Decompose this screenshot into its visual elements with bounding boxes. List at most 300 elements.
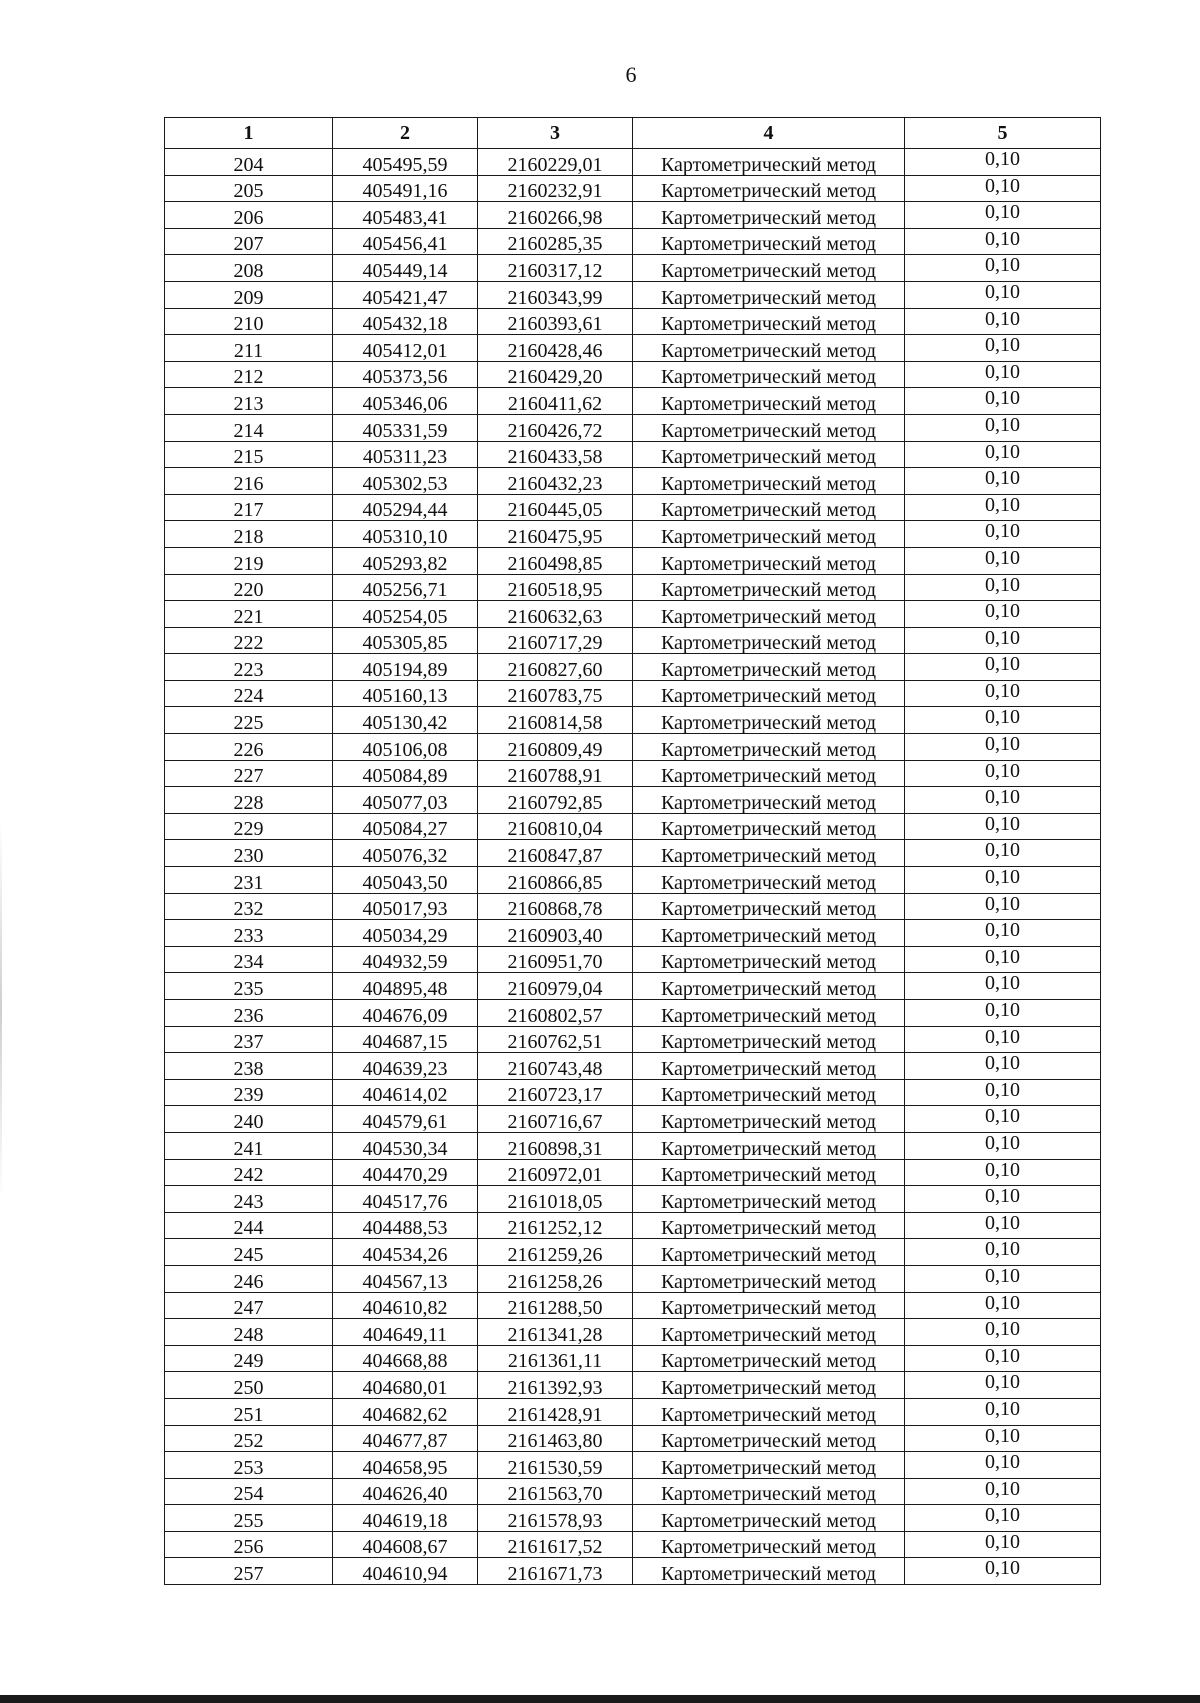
point-number-cell: 253 [165, 1452, 333, 1479]
table-body [165, 149, 1101, 1585]
x-coordinate-cell: 405412,01 [333, 335, 478, 362]
table-row [165, 521, 1101, 548]
y-coordinate-cell: 2160868,78 [478, 893, 633, 920]
table-row [165, 1053, 1101, 1080]
table-row [165, 574, 1101, 601]
y-coordinate-cell: 2160717,29 [478, 627, 633, 654]
table-row [165, 1026, 1101, 1053]
table-row [165, 627, 1101, 654]
point-number-cell: 217 [165, 494, 333, 521]
method-cell: Картометрический метод [633, 787, 905, 814]
x-coordinate-cell: 405495,59 [333, 149, 478, 176]
y-coordinate-cell: 2160232,91 [478, 175, 633, 202]
method-cell: Картометрический метод [633, 1345, 905, 1372]
method-cell: Картометрический метод [633, 149, 905, 176]
point-number-cell: 215 [165, 441, 333, 468]
y-coordinate-cell: 2160788,91 [478, 760, 633, 787]
table-row [165, 1132, 1101, 1159]
y-coordinate-cell: 2160285,35 [478, 228, 633, 255]
y-coordinate-cell: 2160762,51 [478, 1026, 633, 1053]
method-cell: Картометрический метод [633, 1452, 905, 1479]
x-coordinate-cell: 405294,44 [333, 494, 478, 521]
accuracy-cell: 0,10 [905, 202, 1101, 229]
accuracy-cell: 0,10 [905, 787, 1101, 814]
x-coordinate-cell: 404668,88 [333, 1345, 478, 1372]
accuracy-cell: 0,10 [905, 494, 1101, 521]
y-coordinate-cell: 2160827,60 [478, 654, 633, 681]
point-number-cell: 216 [165, 468, 333, 495]
x-coordinate-cell: 405305,85 [333, 627, 478, 654]
accuracy-cell: 0,10 [905, 521, 1101, 548]
table-row [165, 654, 1101, 681]
accuracy-cell: 0,10 [905, 414, 1101, 441]
y-coordinate-cell: 2160716,67 [478, 1106, 633, 1133]
table-row [165, 920, 1101, 947]
y-coordinate-cell: 2160866,85 [478, 867, 633, 894]
y-coordinate-cell: 2160432,23 [478, 468, 633, 495]
table-row [165, 1398, 1101, 1425]
x-coordinate-cell: 405456,41 [333, 228, 478, 255]
table-row [165, 202, 1101, 229]
method-cell: Картометрический метод [633, 1132, 905, 1159]
accuracy-cell: 0,10 [905, 707, 1101, 734]
table-row [165, 1292, 1101, 1319]
accuracy-cell: 0,10 [905, 1478, 1101, 1505]
accuracy-cell: 0,10 [905, 1345, 1101, 1372]
point-number-cell: 222 [165, 627, 333, 654]
x-coordinate-cell: 405310,10 [333, 521, 478, 548]
x-coordinate-cell: 405254,05 [333, 601, 478, 628]
accuracy-cell: 0,10 [905, 1319, 1101, 1346]
accuracy-cell: 0,10 [905, 734, 1101, 761]
method-cell: Картометрический метод [633, 813, 905, 840]
accuracy-cell: 0,10 [905, 574, 1101, 601]
table-row [165, 1478, 1101, 1505]
y-coordinate-cell: 2160498,85 [478, 547, 633, 574]
x-coordinate-cell: 404649,11 [333, 1319, 478, 1346]
method-cell: Картометрический метод [633, 1292, 905, 1319]
table-row [165, 175, 1101, 202]
table-row [165, 893, 1101, 920]
table-row [165, 1345, 1101, 1372]
method-cell: Картометрический метод [633, 521, 905, 548]
method-cell: Картометрический метод [633, 760, 905, 787]
method-cell: Картометрический метод [633, 1053, 905, 1080]
accuracy-cell: 0,10 [905, 1505, 1101, 1532]
accuracy-cell: 0,10 [905, 1531, 1101, 1558]
method-cell: Картометрический метод [633, 494, 905, 521]
table-row [165, 255, 1101, 282]
y-coordinate-cell: 2160814,58 [478, 707, 633, 734]
table-row [165, 414, 1101, 441]
accuracy-cell: 0,10 [905, 1212, 1101, 1239]
method-cell: Картометрический метод [633, 601, 905, 628]
point-number-cell: 220 [165, 574, 333, 601]
table-row [165, 707, 1101, 734]
page-number: 6 [625, 62, 637, 87]
x-coordinate-cell: 404658,95 [333, 1452, 478, 1479]
y-coordinate-cell: 2160802,57 [478, 1000, 633, 1027]
point-number-cell: 219 [165, 547, 333, 574]
point-number-cell: 212 [165, 361, 333, 388]
y-coordinate-cell: 2160792,85 [478, 787, 633, 814]
y-coordinate-cell: 2160429,20 [478, 361, 633, 388]
table-row [165, 1372, 1101, 1399]
x-coordinate-cell: 404470,29 [333, 1159, 478, 1186]
point-number-cell: 250 [165, 1372, 333, 1399]
point-number-cell: 240 [165, 1106, 333, 1133]
accuracy-cell: 0,10 [905, 228, 1101, 255]
point-number-cell: 228 [165, 787, 333, 814]
point-number-cell: 243 [165, 1186, 333, 1213]
point-number-cell: 236 [165, 1000, 333, 1027]
method-cell: Картометрический метод [633, 308, 905, 335]
table-row [165, 335, 1101, 362]
table-row [165, 1239, 1101, 1266]
accuracy-cell: 0,10 [905, 1186, 1101, 1213]
accuracy-cell: 0,10 [905, 1292, 1101, 1319]
point-number-cell: 256 [165, 1531, 333, 1558]
y-coordinate-cell: 2160898,31 [478, 1132, 633, 1159]
table-row [165, 813, 1101, 840]
method-cell: Картометрический метод [633, 946, 905, 973]
accuracy-cell: 0,10 [905, 175, 1101, 202]
accuracy-cell: 0,10 [905, 680, 1101, 707]
table-row [165, 973, 1101, 1000]
point-number-cell: 242 [165, 1159, 333, 1186]
table-row [165, 361, 1101, 388]
y-coordinate-cell: 2160475,95 [478, 521, 633, 548]
method-cell: Картометрический метод [633, 1000, 905, 1027]
scan-edge-shadow [0, 820, 2, 1200]
method-cell: Картометрический метод [633, 1186, 905, 1213]
table-row [165, 494, 1101, 521]
x-coordinate-cell: 405034,29 [333, 920, 478, 947]
y-coordinate-cell: 2161530,59 [478, 1452, 633, 1479]
table-row [165, 734, 1101, 761]
x-coordinate-cell: 404579,61 [333, 1106, 478, 1133]
x-coordinate-cell: 405302,53 [333, 468, 478, 495]
table-row [165, 1079, 1101, 1106]
x-coordinate-cell: 405483,41 [333, 202, 478, 229]
y-coordinate-cell: 2161463,80 [478, 1425, 633, 1452]
table-header [165, 118, 1101, 149]
point-number-cell: 229 [165, 813, 333, 840]
point-number-cell: 223 [165, 654, 333, 681]
y-coordinate-cell: 2160783,75 [478, 680, 633, 707]
method-cell: Картометрический метод [633, 627, 905, 654]
x-coordinate-cell: 405256,71 [333, 574, 478, 601]
header-cell-3: 3 [478, 118, 633, 149]
accuracy-cell: 0,10 [905, 441, 1101, 468]
y-coordinate-cell: 2160723,17 [478, 1079, 633, 1106]
point-number-cell: 234 [165, 946, 333, 973]
y-coordinate-cell: 2160428,46 [478, 335, 633, 362]
y-coordinate-cell: 2160266,98 [478, 202, 633, 229]
table-row [165, 867, 1101, 894]
y-coordinate-cell: 2160229,01 [478, 149, 633, 176]
point-number-cell: 251 [165, 1398, 333, 1425]
method-cell: Картометрический метод [633, 734, 905, 761]
point-number-cell: 213 [165, 388, 333, 415]
x-coordinate-cell: 405043,50 [333, 867, 478, 894]
point-number-cell: 224 [165, 680, 333, 707]
point-number-cell: 230 [165, 840, 333, 867]
table-row [165, 1425, 1101, 1452]
accuracy-cell: 0,10 [905, 1239, 1101, 1266]
table-row [165, 1106, 1101, 1133]
accuracy-cell: 0,10 [905, 813, 1101, 840]
method-cell: Картометрический метод [633, 1159, 905, 1186]
point-number-cell: 205 [165, 175, 333, 202]
point-number-cell: 235 [165, 973, 333, 1000]
x-coordinate-cell: 405130,42 [333, 707, 478, 734]
point-number-cell: 233 [165, 920, 333, 947]
y-coordinate-cell: 2160743,48 [478, 1053, 633, 1080]
table-row [165, 441, 1101, 468]
x-coordinate-cell: 405017,93 [333, 893, 478, 920]
accuracy-cell: 0,10 [905, 1026, 1101, 1053]
point-number-cell: 209 [165, 281, 333, 308]
coordinates-table [164, 117, 1101, 1585]
method-cell: Картометрический метод [633, 1079, 905, 1106]
x-coordinate-cell: 404932,59 [333, 946, 478, 973]
point-number-cell: 225 [165, 707, 333, 734]
x-coordinate-cell: 405331,59 [333, 414, 478, 441]
method-cell: Картометрический метод [633, 441, 905, 468]
y-coordinate-cell: 2160847,87 [478, 840, 633, 867]
y-coordinate-cell: 2161258,26 [478, 1265, 633, 1292]
y-coordinate-cell: 2160951,70 [478, 946, 633, 973]
header-cell-5: 5 [905, 118, 1101, 149]
y-coordinate-cell: 2160433,58 [478, 441, 633, 468]
point-number-cell: 232 [165, 893, 333, 920]
method-cell: Картометрический метод [633, 414, 905, 441]
y-coordinate-cell: 2160979,04 [478, 973, 633, 1000]
method-cell: Картометрический метод [633, 1319, 905, 1346]
accuracy-cell: 0,10 [905, 1398, 1101, 1425]
method-cell: Картометрический метод [633, 654, 905, 681]
table-row [165, 1186, 1101, 1213]
x-coordinate-cell: 404895,48 [333, 973, 478, 1000]
point-number-cell: 239 [165, 1079, 333, 1106]
point-number-cell: 247 [165, 1292, 333, 1319]
method-cell: Картометрический метод [633, 468, 905, 495]
x-coordinate-cell: 405084,89 [333, 760, 478, 787]
table-row [165, 228, 1101, 255]
y-coordinate-cell: 2161671,73 [478, 1558, 633, 1585]
table-row [165, 1505, 1101, 1532]
x-coordinate-cell: 405432,18 [333, 308, 478, 335]
accuracy-cell: 0,10 [905, 308, 1101, 335]
y-coordinate-cell: 2160411,62 [478, 388, 633, 415]
table-row [165, 308, 1101, 335]
point-number-cell: 252 [165, 1425, 333, 1452]
accuracy-cell: 0,10 [905, 1053, 1101, 1080]
y-coordinate-cell: 2161288,50 [478, 1292, 633, 1319]
method-cell: Картометрический метод [633, 281, 905, 308]
y-coordinate-cell: 2161259,26 [478, 1239, 633, 1266]
accuracy-cell: 0,10 [905, 920, 1101, 947]
point-number-cell: 238 [165, 1053, 333, 1080]
x-coordinate-cell: 404680,01 [333, 1372, 478, 1399]
y-coordinate-cell: 2160343,99 [478, 281, 633, 308]
method-cell: Картометрический метод [633, 1398, 905, 1425]
table-row [165, 281, 1101, 308]
x-coordinate-cell: 405084,27 [333, 813, 478, 840]
method-cell: Картометрический метод [633, 335, 905, 362]
x-coordinate-cell: 404676,09 [333, 1000, 478, 1027]
method-cell: Картометрический метод [633, 867, 905, 894]
x-coordinate-cell: 405160,13 [333, 680, 478, 707]
method-cell: Картометрический метод [633, 388, 905, 415]
method-cell: Картометрический метод [633, 202, 905, 229]
point-number-cell: 221 [165, 601, 333, 628]
x-coordinate-cell: 405293,82 [333, 547, 478, 574]
x-coordinate-cell: 405311,23 [333, 441, 478, 468]
y-coordinate-cell: 2160810,04 [478, 813, 633, 840]
accuracy-cell: 0,10 [905, 468, 1101, 495]
table-row [165, 149, 1101, 176]
header-cell-2: 2 [333, 118, 478, 149]
point-number-cell: 208 [165, 255, 333, 282]
table-row [165, 1531, 1101, 1558]
header-cell-4: 4 [633, 118, 905, 149]
accuracy-cell: 0,10 [905, 1558, 1101, 1585]
point-number-cell: 237 [165, 1026, 333, 1053]
method-cell: Картометрический метод [633, 1212, 905, 1239]
accuracy-cell: 0,10 [905, 601, 1101, 628]
table-row [165, 787, 1101, 814]
x-coordinate-cell: 404610,94 [333, 1558, 478, 1585]
y-coordinate-cell: 2161392,93 [478, 1372, 633, 1399]
accuracy-cell: 0,10 [905, 281, 1101, 308]
accuracy-cell: 0,10 [905, 867, 1101, 894]
accuracy-cell: 0,10 [905, 1159, 1101, 1186]
method-cell: Картометрический метод [633, 840, 905, 867]
table-row [165, 1265, 1101, 1292]
method-cell: Картометрический метод [633, 1026, 905, 1053]
point-number-cell: 254 [165, 1478, 333, 1505]
table-row [165, 388, 1101, 415]
table-row [165, 1000, 1101, 1027]
point-number-cell: 206 [165, 202, 333, 229]
y-coordinate-cell: 2161018,05 [478, 1186, 633, 1213]
accuracy-cell: 0,10 [905, 361, 1101, 388]
accuracy-cell: 0,10 [905, 760, 1101, 787]
point-number-cell: 246 [165, 1265, 333, 1292]
accuracy-cell: 0,10 [905, 654, 1101, 681]
y-coordinate-cell: 2161578,93 [478, 1505, 633, 1532]
method-cell: Картометрический метод [633, 1531, 905, 1558]
table-row [165, 468, 1101, 495]
point-number-cell: 231 [165, 867, 333, 894]
point-number-cell: 244 [165, 1212, 333, 1239]
accuracy-cell: 0,10 [905, 547, 1101, 574]
method-cell: Картометрический метод [633, 1372, 905, 1399]
x-coordinate-cell: 404677,87 [333, 1425, 478, 1452]
x-coordinate-cell: 404534,26 [333, 1239, 478, 1266]
table-row [165, 946, 1101, 973]
y-coordinate-cell: 2160445,05 [478, 494, 633, 521]
point-number-cell: 211 [165, 335, 333, 362]
method-cell: Картометрический метод [633, 1106, 905, 1133]
accuracy-cell: 0,10 [905, 1079, 1101, 1106]
x-coordinate-cell: 405106,08 [333, 734, 478, 761]
method-cell: Картометрический метод [633, 1425, 905, 1452]
table-row [165, 1212, 1101, 1239]
accuracy-cell: 0,10 [905, 255, 1101, 282]
table-row [165, 840, 1101, 867]
table-row [165, 601, 1101, 628]
x-coordinate-cell: 404614,02 [333, 1079, 478, 1106]
method-cell: Картометрический метод [633, 973, 905, 1000]
accuracy-cell: 0,10 [905, 335, 1101, 362]
accuracy-cell: 0,10 [905, 1452, 1101, 1479]
accuracy-cell: 0,10 [905, 627, 1101, 654]
y-coordinate-cell: 2161563,70 [478, 1478, 633, 1505]
x-coordinate-cell: 405346,06 [333, 388, 478, 415]
header-row [165, 118, 1101, 149]
x-coordinate-cell: 404682,62 [333, 1398, 478, 1425]
y-coordinate-cell: 2160809,49 [478, 734, 633, 761]
x-coordinate-cell: 404488,53 [333, 1212, 478, 1239]
accuracy-cell: 0,10 [905, 1372, 1101, 1399]
method-cell: Картометрический метод [633, 1265, 905, 1292]
table-row [165, 1452, 1101, 1479]
point-number-cell: 227 [165, 760, 333, 787]
accuracy-cell: 0,10 [905, 840, 1101, 867]
scan-bottom-edge [0, 1695, 1200, 1703]
accuracy-cell: 0,10 [905, 973, 1101, 1000]
method-cell: Картометрический метод [633, 680, 905, 707]
accuracy-cell: 0,10 [905, 149, 1101, 176]
x-coordinate-cell: 404608,67 [333, 1531, 478, 1558]
y-coordinate-cell: 2160518,95 [478, 574, 633, 601]
y-coordinate-cell: 2160972,01 [478, 1159, 633, 1186]
accuracy-cell: 0,10 [905, 946, 1101, 973]
point-number-cell: 245 [165, 1239, 333, 1266]
point-number-cell: 207 [165, 228, 333, 255]
accuracy-cell: 0,10 [905, 1000, 1101, 1027]
y-coordinate-cell: 2160426,72 [478, 414, 633, 441]
x-coordinate-cell: 404530,34 [333, 1132, 478, 1159]
method-cell: Картометрический метод [633, 920, 905, 947]
method-cell: Картометрический метод [633, 1478, 905, 1505]
header-cell-1: 1 [165, 118, 333, 149]
x-coordinate-cell: 404567,13 [333, 1265, 478, 1292]
x-coordinate-cell: 404687,15 [333, 1026, 478, 1053]
method-cell: Картометрический метод [633, 361, 905, 388]
method-cell: Картометрический метод [633, 255, 905, 282]
x-coordinate-cell: 405449,14 [333, 255, 478, 282]
table-row [165, 547, 1101, 574]
y-coordinate-cell: 2161361,11 [478, 1345, 633, 1372]
method-cell: Картометрический метод [633, 707, 905, 734]
table-row [165, 680, 1101, 707]
y-coordinate-cell: 2161252,12 [478, 1212, 633, 1239]
point-number-cell: 241 [165, 1132, 333, 1159]
x-coordinate-cell: 404626,40 [333, 1478, 478, 1505]
method-cell: Картометрический метод [633, 228, 905, 255]
accuracy-cell: 0,10 [905, 1106, 1101, 1133]
x-coordinate-cell: 405421,47 [333, 281, 478, 308]
method-cell: Картометрический метод [633, 1505, 905, 1532]
x-coordinate-cell: 404610,82 [333, 1292, 478, 1319]
point-number-cell: 204 [165, 149, 333, 176]
point-number-cell: 248 [165, 1319, 333, 1346]
y-coordinate-cell: 2161341,28 [478, 1319, 633, 1346]
